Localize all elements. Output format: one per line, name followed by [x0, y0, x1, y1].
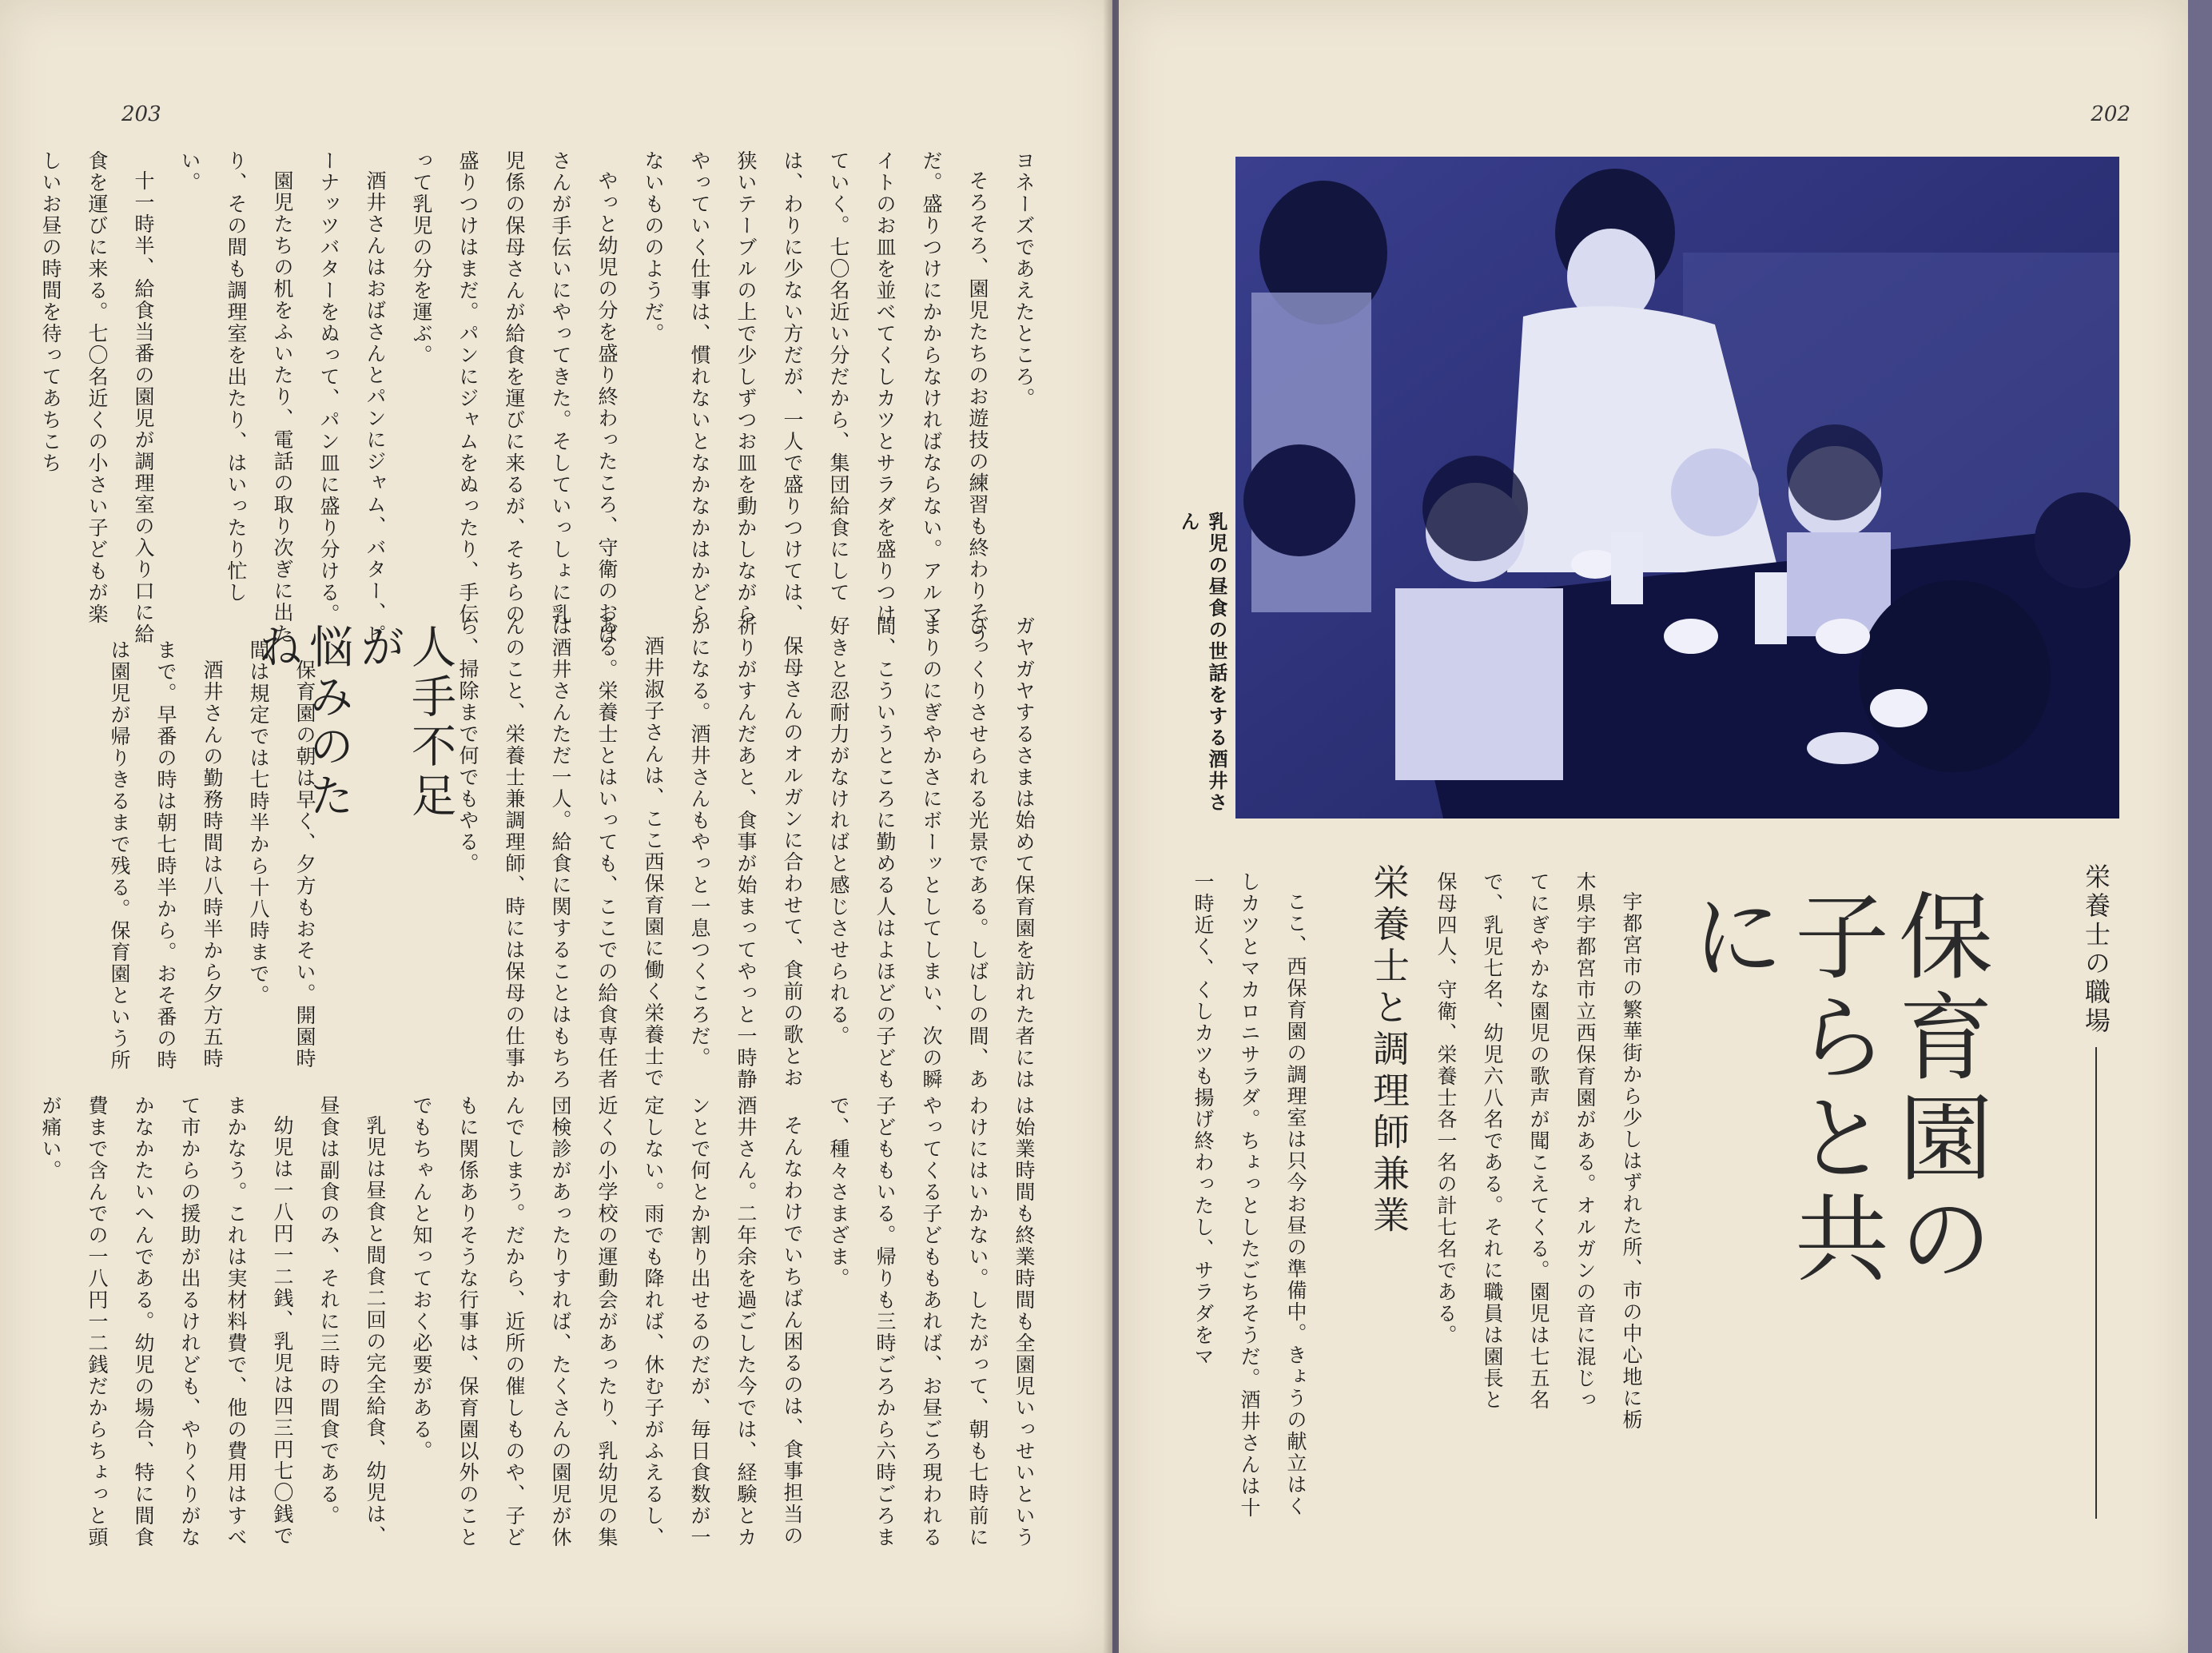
paragraph: 十一時半、給食当番の園児が調理室の入り口に給食を運びに来る。七〇名近くの小さい子どもが楽しいお昼の時間を待ってあちこち	[39, 150, 155, 645]
paragraph: 酒井さんはおばさんとパンにジャム、バター、ピーナッツバターをぬって、パン皿に盛り分ける。	[317, 150, 387, 645]
paragraph: 酒井淑子さんは、ここ西保育園に働く栄養士である。栄養士とはいっても、ここでの給食専任者は酒井さんただ一人。給食に関することはもちろんのこと、栄養士兼調理師、時には保母の仕事から、掃除まで何でもやる。	[456, 615, 665, 1090]
section-label: 栄養士の職場	[2081, 863, 2111, 1036]
photo-caption: 乳児の昼食の世話をする酒井さん	[1177, 512, 1227, 814]
paragraph: 保育園の朝は早く、夕方もおそい。開園時間は規定では七時半から十八時まで。	[247, 639, 316, 1069]
page-number-left: 203	[121, 102, 161, 126]
paragraph: そろそろ、園児たちのお遊技の練習も終わりそうだ。盛りつけにかからなければならない。アルマイトのお皿を並べてくしカツとサラダを盛りつけていく。七〇名近い分だから、集団給食にしては、わりに少ない方だが、一人で盛りつけては、狭いテーブルの上で少しずつお皿を動かしながらやっていく仕事は、慣れないとなかなかはかどらないもののようだ。	[642, 150, 989, 645]
intro-paragraph: 宇都宮市の繁華街から少しはずれた所、市の中心地に栃木県宇都宮市立西保育園がある。オルガンの音に混じってにぎやかな園児の歌声が聞こえてくる。園児は七五名で、乳児七名、幼児六八名である。それに職員は園長と保母四人、守衛、栄養士各一名の計七名である。	[1434, 871, 1643, 1431]
section-label-rule	[2095, 1047, 2097, 1519]
paragraph: ヨネーズであえたところ。	[1013, 150, 1036, 409]
paragraph: 酒井さんの勤務時間は八時半から夕方五時まで。早番の時は朝七時半から。おそ番の時は園児が帰りきるまで残る。保育園という所	[108, 639, 224, 1071]
paragraph: やっと幼児の分を盛り終わったころ、守衛のおばさんが手伝いにやってきた。そしていっしょに乳児係の保母さんが給食を運びに来るが、そちらの盛りつけはまだ。パンにジャムをぬったり、手伝って乳児の分を運ぶ。	[410, 150, 619, 645]
article-text-upper	[39, 150, 1047, 646]
paragraph: ここ、西保育園の調理室は只今お昼の準備中。きょうの献立はくしカツとマカロニサラダ。ちょっとしたごちそうだ。酒井さんは十一時近く、くしカツも揚げ終わったし、サラダをマ	[1192, 871, 1307, 1519]
article-photo	[1235, 157, 2119, 819]
paragraph: 保母さんのオルガンに合わせて、食前の歌とお祈りがすんだあと、食事が始まってやっと一時静かになる。酒井さんもやっと一息つくころだ。	[688, 615, 804, 1090]
section-heading-line-2: 悩みのたね	[251, 623, 354, 822]
page-number-right: 202	[2091, 102, 2130, 126]
paragraph: 乳児は昼食と間食二回の完全給食、幼児は、昼食は副食のみ、それに三時の間食である。	[317, 1095, 387, 1547]
subheading: 栄養士と調理師兼業	[1367, 863, 1410, 1237]
paragraph: 幼児は一八円一二銭、乳児は四三円七〇銭でまかなう。これは実材料費で、他の費用はすべて市からの援助が出るけれども、やりくりがなかなかたいへんである。幼児の場合、特に間食費まで含んでの一八円一二銭だからちょっと頭が痛い。	[39, 1095, 294, 1548]
article-text-middle-left	[108, 639, 328, 1087]
paragraph: ガヤガヤするさまは始めて保育園を訪れた者にはびっくりさせられる光景である。しばしの間、あまりのにぎやかさにボーッとしてしまい、次の瞬間、こういうところに勤める人はよほどの子ども好きと忍耐力がなければと感じさせられる。	[827, 615, 1036, 1090]
article-title: 保育園の子らと共に	[1675, 887, 1993, 1290]
article-text-lower	[39, 1095, 1047, 1559]
paragraph: は始業時間も終業時間も全園児いっせいというわけにはいかない。したがって、朝も七時前にやってくる子どももあれば、お昼ごろ現われる子どももいる。帰りも三時ごろから六時ごろまで、種々さまざま。	[827, 1095, 1036, 1548]
photo-image	[1235, 157, 2119, 819]
right-page-body	[1183, 871, 1319, 1527]
paragraph: そんなわけでいちばん困るのは、食事担当の酒井さん。二年余を過ごした今では、経験とカンとで何とか割り出せるのだが、毎日食数が一定しない。雨でも降れば、休む子がふえるし、近くの小学校の運動会があったり、乳幼児の集団検診があったりすれば、たくさんの園児が休んでしまう。だから、近所の催しものや、子どもに関係ありそうな行事は、保育園以外のことでもちゃんと知っておく必要がある。	[410, 1095, 804, 1548]
paragraph: 園児たちの机をふいたり、電話の取り次ぎに出たり、その間も調理室を出たり、はいったり忙しい。	[178, 150, 294, 645]
article-text-middle	[456, 615, 1047, 1095]
article-intro	[1434, 871, 1654, 1431]
section-heading	[251, 623, 456, 831]
section-heading-line-1: 人手不足が	[353, 623, 456, 822]
